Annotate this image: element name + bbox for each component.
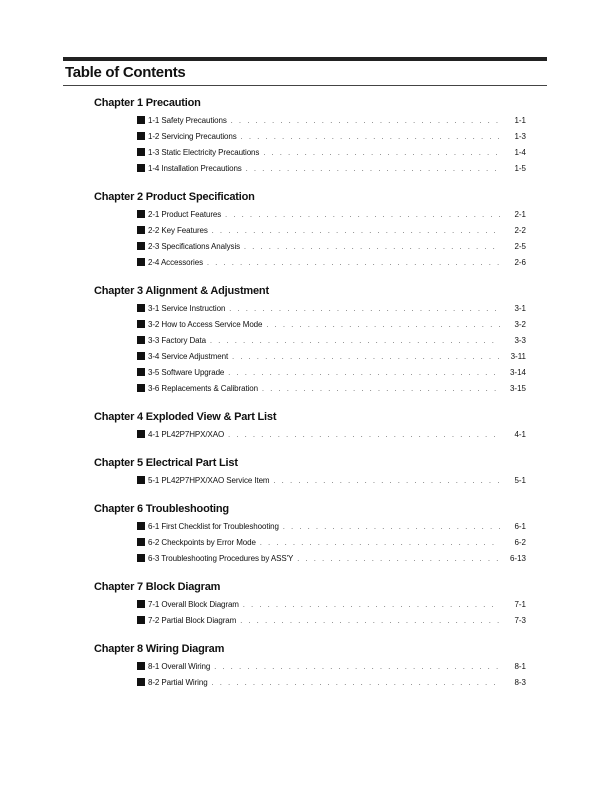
toc-entry-label: 2-4 Accessories (148, 258, 203, 267)
square-bullet-icon (137, 242, 145, 250)
toc-entry[interactable] (94, 365, 526, 381)
square-bullet-icon (137, 320, 145, 328)
square-bullet-icon (137, 368, 145, 376)
square-bullet-icon (137, 258, 145, 266)
chapter-section (94, 284, 526, 397)
square-bullet-icon (137, 352, 145, 360)
dot-leader (229, 302, 500, 318)
dot-leader (274, 474, 500, 490)
dot-leader (283, 520, 500, 536)
dot-leader (243, 598, 500, 614)
toc-entry-page: 1-4 (514, 148, 526, 157)
toc-entry-label: 1-2 Servicing Precautions (148, 132, 237, 141)
square-bullet-icon (137, 662, 145, 670)
toc-entry[interactable] (94, 381, 526, 397)
toc-entry-page: 3-2 (514, 320, 526, 329)
dot-leader (263, 146, 500, 162)
toc-entry[interactable] (94, 223, 526, 239)
chapter-section (94, 190, 526, 271)
square-bullet-icon (137, 116, 145, 124)
toc-entry[interactable] (94, 349, 526, 365)
square-bullet-icon (137, 132, 145, 140)
square-bullet-icon (137, 164, 145, 172)
toc-entry-label: 2-2 Key Features (148, 226, 208, 235)
toc-entry[interactable] (94, 535, 526, 551)
toc-entry-label: 6-1 First Checklist for Troubleshooting (148, 522, 279, 531)
toc-entry-page: 2-5 (514, 242, 526, 251)
toc-entry[interactable] (94, 473, 526, 489)
square-bullet-icon (137, 226, 145, 234)
square-bullet-icon (137, 538, 145, 546)
toc-entry[interactable] (94, 333, 526, 349)
dot-leader (232, 350, 500, 366)
toc-entry-label: 3-5 Software Upgrade (148, 368, 225, 377)
dot-leader (207, 256, 500, 272)
square-bullet-icon (137, 304, 145, 312)
toc-entry-page: 3-11 (510, 352, 526, 361)
toc-entry-page: 2-6 (514, 258, 526, 267)
dot-leader (266, 318, 500, 334)
toc-entry-page: 3-14 (509, 368, 526, 377)
square-bullet-icon (137, 336, 145, 344)
dot-leader (228, 366, 500, 382)
toc-entry-page: 1-5 (514, 164, 526, 173)
square-bullet-icon (137, 430, 145, 438)
toc-entry-label: 6-3 Troubleshooting Procedures by ASS'Y (148, 554, 294, 563)
toc-entry-label: 1-4 Installation Precautions (148, 164, 242, 173)
square-bullet-icon (137, 554, 145, 562)
chapter-section (94, 580, 526, 629)
toc-entry-page: 3-15 (509, 384, 526, 393)
toc-entry-label: 6-2 Checkpoints by Error Mode (148, 538, 256, 547)
toc-entry[interactable] (94, 317, 526, 333)
dot-leader (228, 428, 500, 444)
toc-entry[interactable] (94, 113, 526, 129)
dot-leader (297, 552, 500, 568)
toc-entry-page: 4-1 (514, 430, 526, 439)
dot-leader (231, 114, 500, 130)
chapter-title[interactable]: Chapter 4 Exploded View & Part List (94, 411, 277, 423)
toc-entry[interactable] (94, 161, 526, 177)
toc-entry-label: 5-1 PL42P7HPX/XAO Service Item (148, 476, 270, 485)
square-bullet-icon (137, 678, 145, 686)
toc-entry-page: 1-1 (514, 116, 526, 125)
toc-entry-page: 1-3 (514, 132, 526, 141)
table-of-contents (94, 96, 526, 704)
toc-entry-page: 2-1 (514, 210, 526, 219)
toc-entry[interactable] (94, 675, 526, 691)
chapter-title[interactable]: Chapter 7 Block Diagram (94, 581, 221, 593)
chapter-section (94, 642, 526, 691)
toc-entry-page: 8-3 (514, 678, 526, 687)
chapter-section (94, 96, 526, 177)
toc-entry-label: 8-1 Overall Wiring (148, 662, 211, 671)
chapter-title[interactable]: Chapter 2 Product Specification (94, 191, 255, 203)
dot-leader (246, 162, 500, 178)
dot-leader (260, 536, 500, 552)
toc-entry-label: 3-4 Service Adjustment (148, 352, 229, 361)
toc-entry[interactable] (94, 207, 526, 223)
toc-entry-label: 8-2 Partial Wiring (148, 678, 208, 687)
toc-entry[interactable] (94, 551, 526, 567)
toc-entry[interactable] (94, 239, 526, 255)
square-bullet-icon (137, 616, 145, 624)
toc-entry-label: 3-3 Factory Data (148, 336, 206, 345)
chapter-title[interactable]: Chapter 3 Alignment & Adjustment (94, 285, 269, 297)
chapter-title[interactable]: Chapter 1 Precaution (94, 97, 201, 109)
dot-leader (212, 676, 500, 692)
toc-entry-page: 7-1 (514, 600, 526, 609)
chapter-title[interactable]: Chapter 6 Troubleshooting (94, 503, 229, 515)
toc-entry-label: 1-1 Safety Precautions (148, 116, 227, 125)
toc-entry[interactable] (94, 519, 526, 535)
toc-entry-label: 1-3 Static Electricity Precautions (148, 148, 260, 157)
toc-entry-label: 2-1 Product Features (148, 210, 222, 219)
toc-entry-page: 2-2 (514, 226, 526, 235)
toc-entry[interactable] (94, 255, 526, 271)
toc-entry-page: 3-3 (514, 336, 526, 345)
toc-entry[interactable] (94, 427, 526, 443)
square-bullet-icon (137, 522, 145, 530)
chapter-section (94, 456, 526, 489)
dot-leader (225, 208, 500, 224)
header-rule (63, 57, 547, 61)
chapter-section (94, 502, 526, 567)
toc-entry-label: 7-1 Overall Block Diagram (148, 600, 239, 609)
chapter-section (94, 410, 526, 443)
toc-entry-page: 6-1 (514, 522, 526, 531)
toc-entry[interactable] (94, 301, 526, 317)
toc-entry-page: 7-3 (514, 616, 526, 625)
square-bullet-icon (137, 476, 145, 484)
page-title: Table of Contents (65, 64, 186, 81)
toc-entry-page: 5-1 (514, 476, 526, 485)
toc-entry-label: 7-2 Partial Block Diagram (148, 616, 237, 625)
square-bullet-icon (137, 600, 145, 608)
toc-entry-label: 2-3 Specifications Analysis (148, 242, 241, 251)
dot-leader (244, 240, 500, 256)
toc-entry[interactable] (94, 659, 526, 675)
toc-entry-label: 3-2 How to Access Service Mode (148, 320, 263, 329)
toc-entry-page: 6-13 (509, 554, 526, 563)
dot-leader (210, 334, 500, 350)
toc-entry-label: 4-1 PL42P7HPX/XAO (148, 430, 225, 439)
dot-leader (262, 382, 500, 398)
toc-entry[interactable] (94, 145, 526, 161)
toc-entry[interactable] (94, 613, 526, 629)
toc-entry-label: 3-1 Service Instruction (148, 304, 226, 313)
toc-entry-page: 8-1 (514, 662, 526, 671)
toc-entry[interactable] (94, 129, 526, 145)
chapter-title[interactable]: Chapter 8 Wiring Diagram (94, 643, 225, 655)
square-bullet-icon (137, 210, 145, 218)
dot-leader (214, 660, 500, 676)
toc-entry-page: 6-2 (514, 538, 526, 547)
dot-leader (212, 224, 500, 240)
dot-leader (240, 614, 500, 630)
dot-leader (241, 130, 500, 146)
toc-entry[interactable] (94, 597, 526, 613)
title-divider (63, 85, 547, 86)
toc-entry-label: 3-6 Replacements & Calibration (148, 384, 258, 393)
square-bullet-icon (137, 384, 145, 392)
toc-entry-page: 3-1 (514, 304, 526, 313)
chapter-title[interactable]: Chapter 5 Electrical Part List (94, 457, 238, 469)
square-bullet-icon (137, 148, 145, 156)
